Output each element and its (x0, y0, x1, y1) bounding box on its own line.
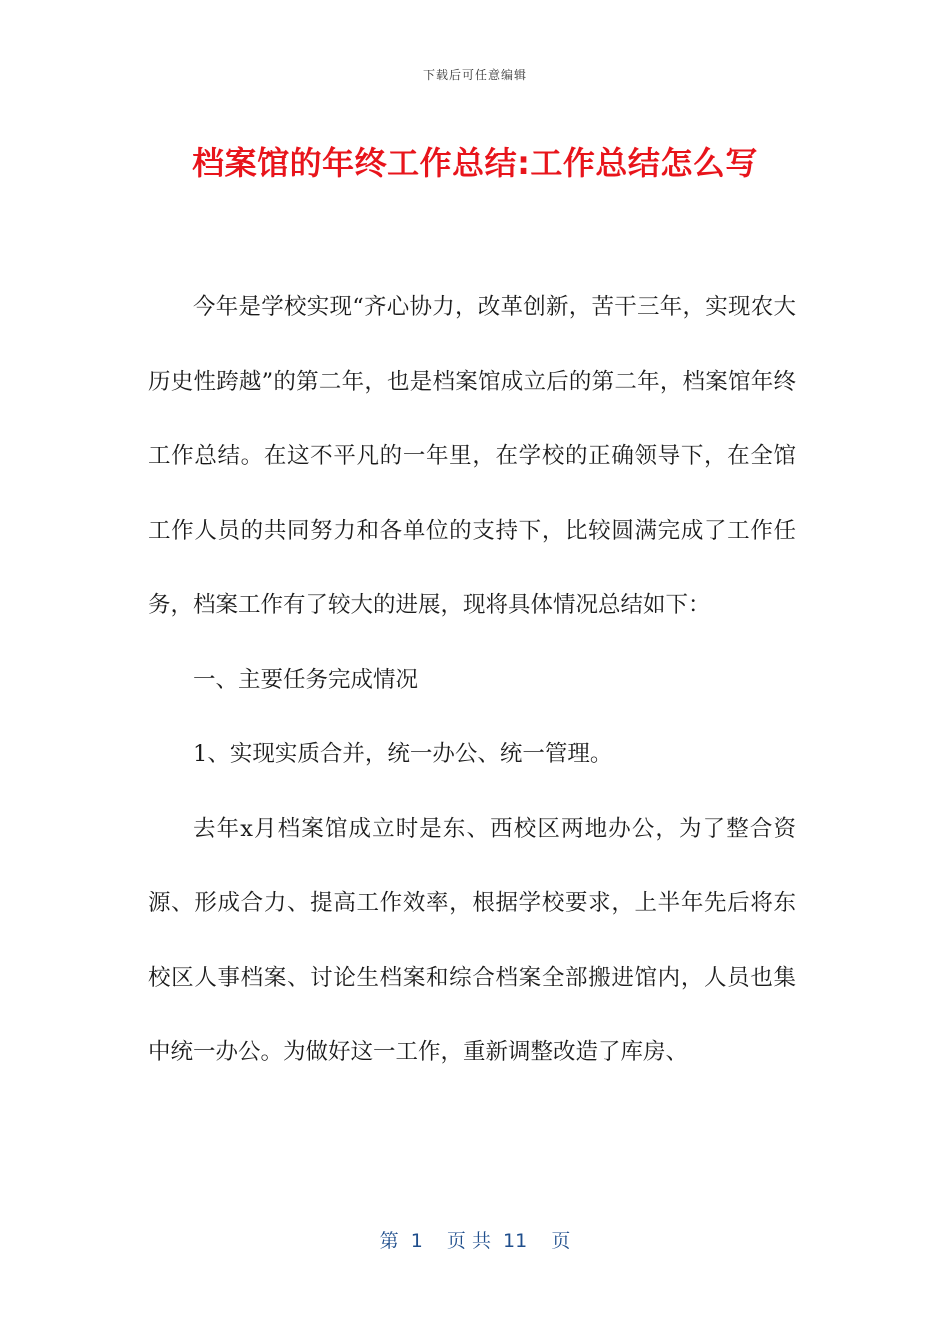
section-heading: 一、主要任务完成情况 (193, 666, 419, 693)
paragraph-detail: 去年x月档案馆成立时是东、西校区两地办公，为了整合资源、形成合力、提高工作效率，根据学校要求，上半年先后将东校区人事档案、讨论生档案和综合档案全部搬进馆内，人员也集中统一办公。为做好这一工作，重新调整改造了库房、 (148, 815, 796, 1065)
header-note: 下载后可任意编辑 (422, 68, 527, 82)
paragraph-intro: 今年是学校实现“齐心协力，改革创新，苦干三年，实现农大历史性跨越”的第二年，也是档案馆成立后的第二年，档案馆年终工作总结。在这不平凡的一年里，在学校的正确领导下，在全馆工作人员的共同努力和各单位的支持下，比较圆满完成了工作任务，档案工作有了较大的进展，现将具体情况总结如下： (148, 294, 796, 618)
document-body (148, 270, 796, 1090)
page-number-footer: 第 1 页 共 11 页 (379, 1230, 571, 1252)
document-title: 档案馆的年终工作总结:工作总结怎么写 (192, 144, 758, 182)
subsection-heading: 1、实现实质合并，统一办公、统一管理。 (193, 741, 613, 767)
